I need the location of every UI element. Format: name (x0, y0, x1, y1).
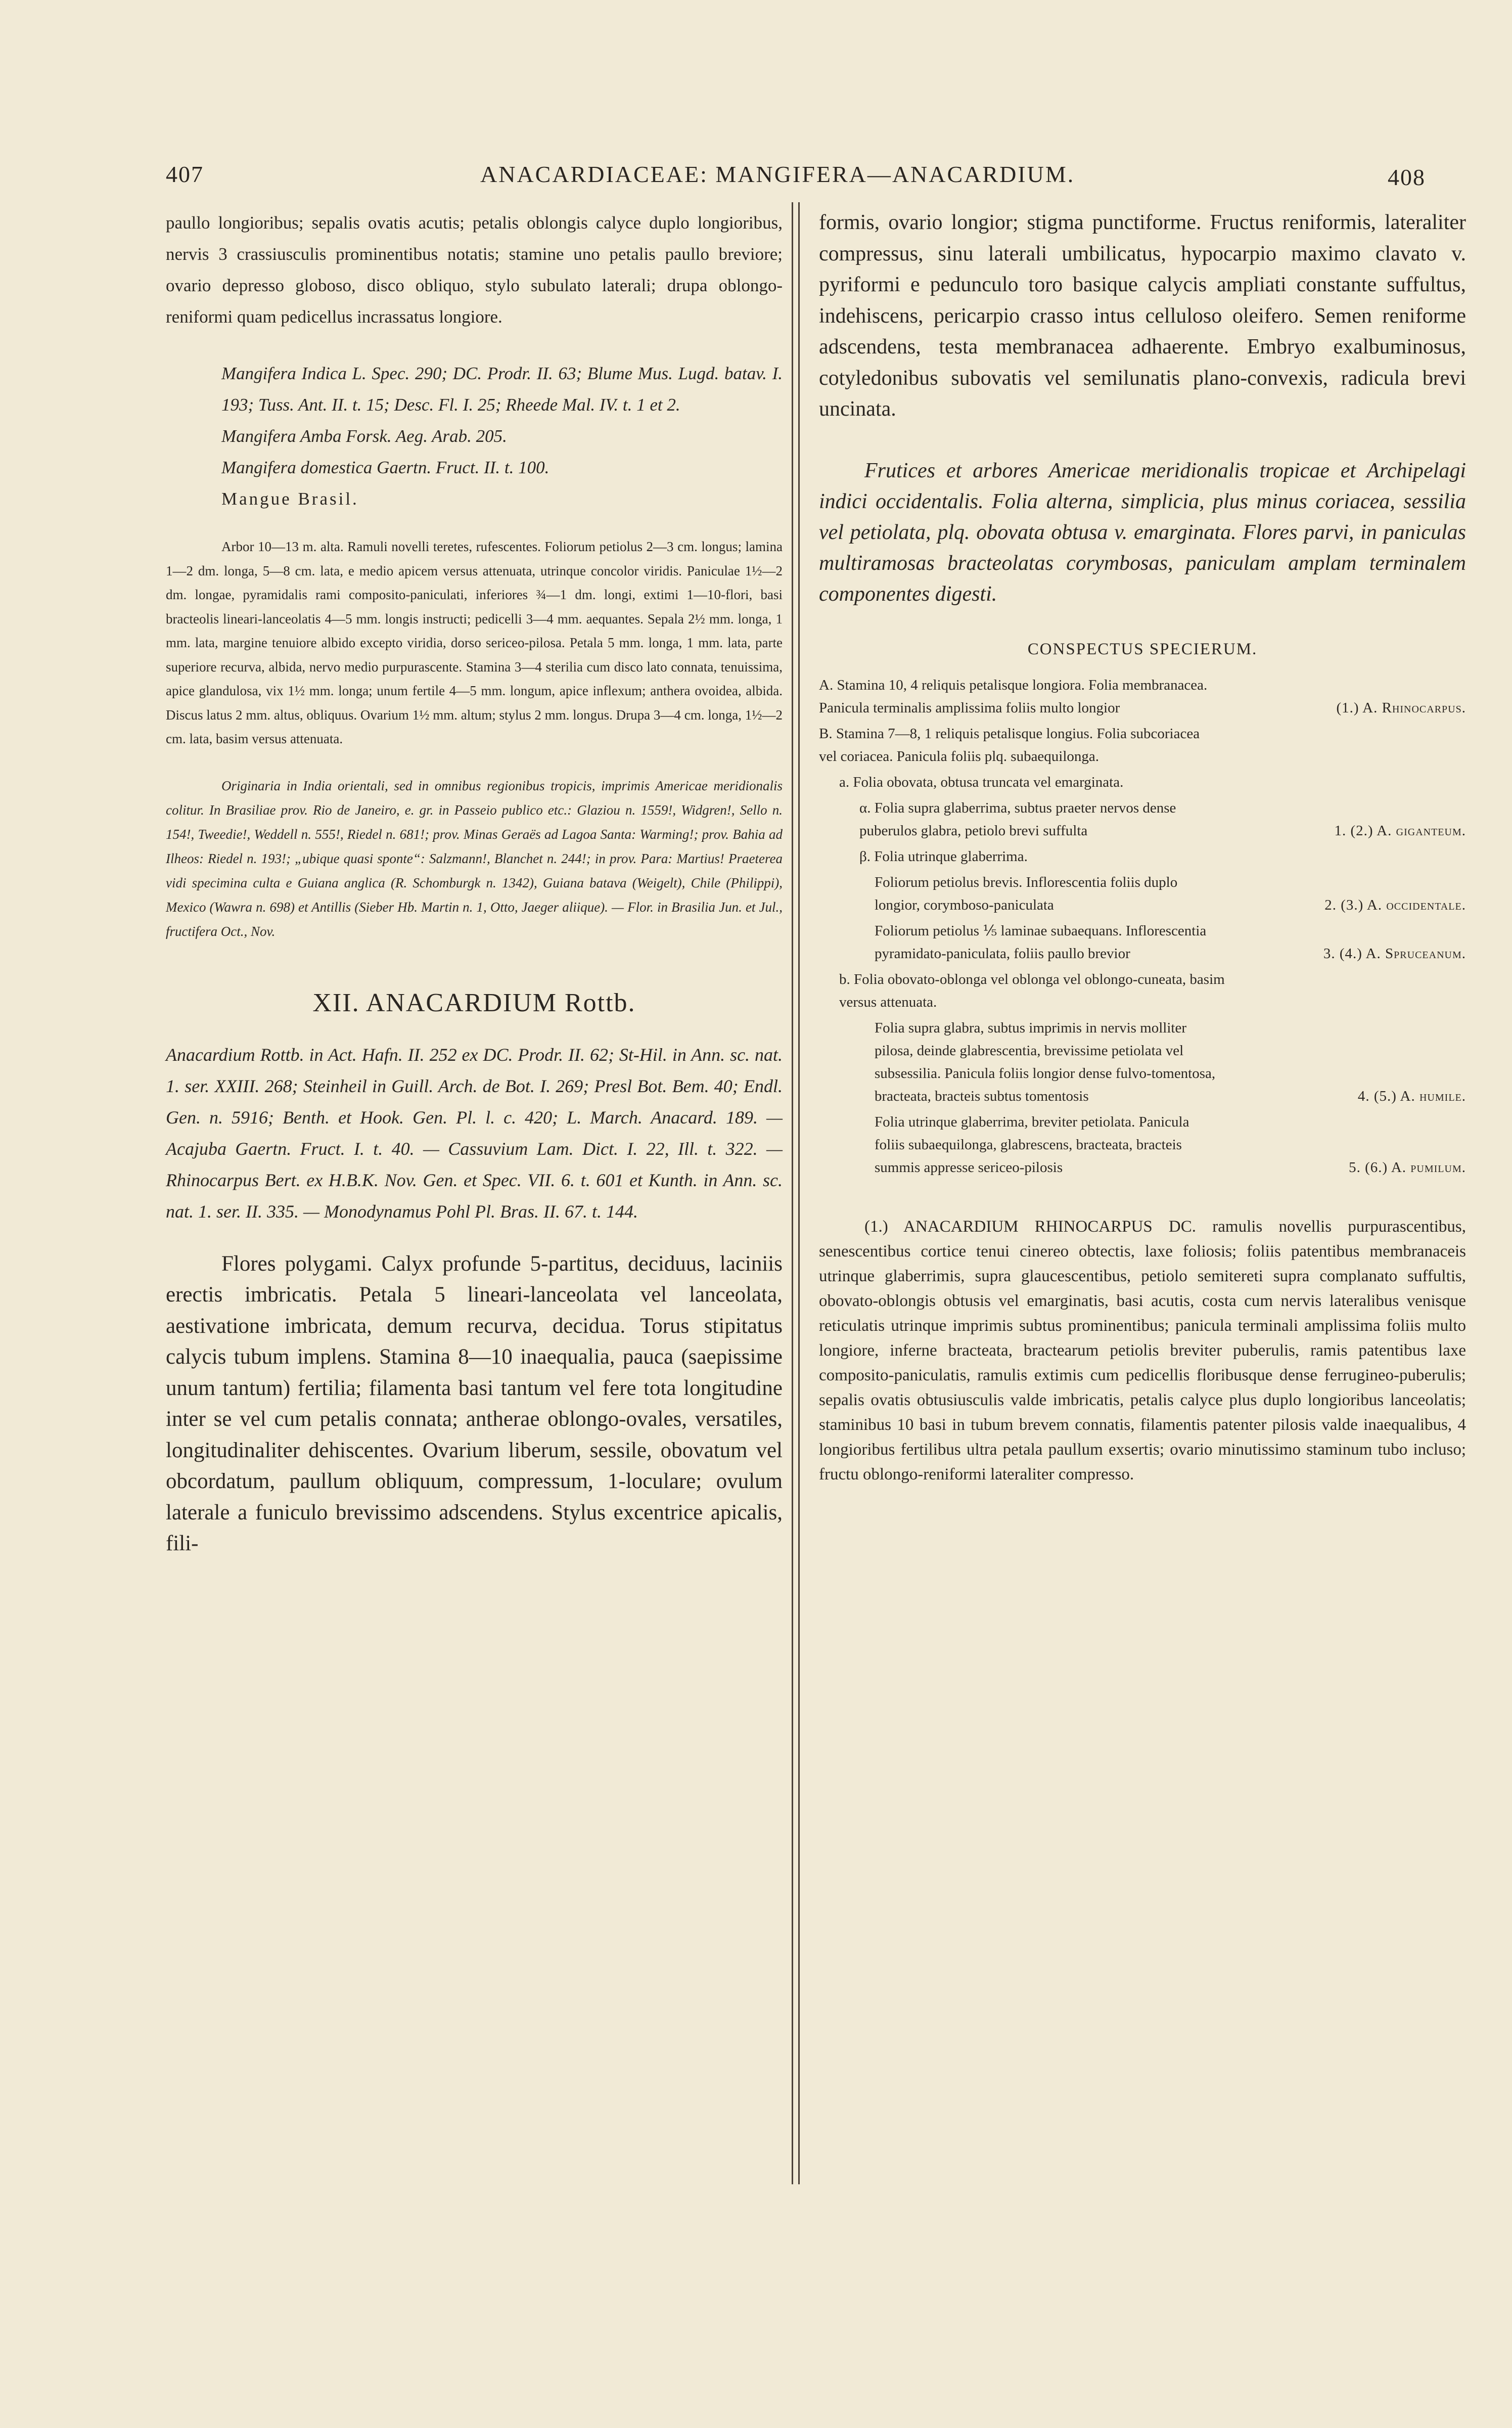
key-text: Foliorum petiolus brevis. Inflorescentia foliis duplo longior, corymboso-paniculata (875, 874, 1178, 913)
synonym-4: Mangue Brasil. (221, 489, 359, 509)
synonym-3: Mangifera domestica Gaertn. Fruct. II. t. 100. (221, 458, 549, 477)
synonym-1: Mangifera Indica L. Spec. 290; DC. Prodr. II. 63; Blume Mus. Lugd. batav. I. 193; Tuss. Ant. II. t. 15; Desc. Fl. I. 25; Rheede Mal. IV. t. 1 et 2. (221, 364, 783, 415)
column-divider (792, 202, 800, 2184)
genus-description: Flores polygami. Calyx profunde 5-partitus, deciduus, laciniis erectis imbricatis. Petala 5 lineari-lanceolata vel lanceolata, aestivatione imbricata, demum recurva, decidua. Torus stipitatus calycis tubum implens. Stamina 8—10 inaequalia, pauca (saepissime unum tantum) fertilia; filamenta basi tantum vel fere tota longitudine inter se vel cum petalis connata; antherae oblongo-ovales, versatiles, longitudinaliter dehiscentes. Ovarium liberum, sessile, obovatum vel obcordatum, paullum obliquum, compressum, 1-loculare; ovulum laterale a funiculo brevissimo adscendens. Stylus excentrice apicalis, fili- (166, 1251, 783, 1555)
genus-synonymy: Anacardium Rottb. in Act. Hafn. II. 252 ex DC. Prodr. II. 62; St-Hil. in Ann. sc. nat. 1. ser. XXIII. 268; Steinheil in Guill. Arch. de Bot. I. 269; Presl Bot. Bem. 40; Endl. Gen. n. 5916; Benth. et Hook. Gen. Pl. l. c. 420; L. March. Anacard. 189. — Acajuba Gaertn. Fruct. I. t. 40. — Cassuvium Lam. Dict. I. 22, Ill. t. 322. — Rhinocarpus Bert. ex H.B.K. Nov. Gen. et Spec. VII. 6. t. 601 et Kunth. in Ann. sc. nat. 1. ser. II. 335. — Monodynamus Pohl Pl. Bras. II. 67. t. 144. (166, 1044, 783, 1222)
key-entry-alpha (819, 797, 1466, 842)
key-text: Folia utrinque glaberrima, breviter petiolata. Panicula foliis subaequilonga, glabrescens, bracteata, bracteis summis appresse sericeo-pilosis (875, 1113, 1189, 1176)
genus-heading: XII. ANACARDIUM Rottb. (312, 988, 636, 1017)
key-entry-a (819, 674, 1466, 720)
genus-description-continued: formis, ovario longior; stigma punctiforme. Fructus reniformis, lateraliter compressus, sinu laterali umbilicatus, hypocarpio maximo clavato v. pyriformi e pedunculo toro basique calycis ampliati constante suffultus, indehiscens, pericarpio crasso intus celluloso oleifero. Semen reniforme adscendens, testa membranacea adhaerente. Embryo exalbuminosus, cotyledonibus subovatis vel semilunatis plano-convexis, radicula brevi uncinata. (819, 211, 1466, 421)
key-taxon: (1.) A. Rhinocarpus. (1336, 699, 1466, 716)
conspectus-title: CONSPECTUS SPECIERUM. (1027, 640, 1258, 658)
key-entry-spruceanum (819, 920, 1466, 965)
species-key (819, 674, 1466, 1179)
key-taxon: 2. (3.) A. occidentale. (1324, 896, 1466, 913)
species-rhinocarpus: (1.) ANACARDIUM RHINOCARPUS DC. ramulis novellis purpurascentibus, senescentibus cortice tenui cinereo obtectis, laxe foliosis; foliis patentibus membranaceis utrinque glaberrimis, supra glaucescentibus, petiolo semitereti supra complanato suffultis, obovato-oblongis obtusis vel emarginatis, basi acutis, costa cum nervis lateralibus venisque reticulatis utrinque imprimis subtus prominentibus; panicula terminali amplissima foliis multo longiore, inferne bracteata, bractearum petiolis breviter puberulis, ramis patentibus laxe composito-paniculatis, ramulis extimis cum pedicellis floribusque dense ferrugineo-puberulis; sepalis ovatis obtusiusculis valde imbricatis, petalis calyce plus duplo longioribus lanceolatis; staminibus 10 basi in tubum brevem connatis, filamentis patenter pilosis valde inaequalibus, 4 longioribus fertilibus ultra petala paullum exsertis; ovario minutissimo staminum tubo incluso; fructu oblongo-reniformi lateraliter compresso. (819, 1217, 1466, 1483)
key-entry-beta: β. Folia utrinque glaberrima. (859, 848, 1028, 865)
key-entry-occidentale (819, 871, 1466, 917)
mangifera-description-end: paullo longioribus; sepalis ovatis acutis; petalis oblongis calyce duplo longioribus, nervis 3 crassiusculis prominentibus notatis; stamine uno petalis paullo breviore; ovario depresso globoso, disco obliquo, stylo subulato laterali; drupa oblongo-reniformi quam pedicellus incrassatus longiore. (166, 213, 783, 327)
distribution-notes: Originaria in India orientali, sed in omnibus regionibus tropicis, imprimis Americae meridionalis colitur. In Brasiliae prov. Rio de Janeiro, e. gr. in Passeio publico etc.: Glaziou n. 1559!, Widgren!, Sello n. 154!, Tweedie!, Weddell n. 555!, Riedel n. 681!; prov. Minas Geraës ad Lagoa Santa: Warming!; prov. Bahia ad Ilheos: Riedel n. 193!; „ubique quasi sponte“: Salzmann!, Blanchet n. 244!; in prov. Para: Martius! Praeterea vidi specimina culta e Guiana anglica (R. Schomburgk n. 1342), Guiana batava (Weigelt), Chile (Philippi), Mexico (Wawra n. 698) et Antillis (Sieber Hb. Martin n. 1, Otto, Jaeger aliique). — Flor. in Brasilia Jun. et Jul., fructifera Oct., Nov. (166, 778, 783, 939)
key-taxon: 3. (4.) A. Spruceanum. (1323, 945, 1466, 962)
running-title: ANACARDIACEAE: MANGIFERA—ANACARDIUM. (480, 161, 1075, 187)
key-taxon: 4. (5.) A. humile. (1357, 1088, 1466, 1104)
key-entry-b-b: b. Folia obovato-oblonga vel oblonga vel oblongo-cuneata, basim versus attenuata. (839, 971, 1225, 1010)
detailed-description: Arbor 10—13 m. alta. Ramuli novelli teretes, rufescentes. Foliorum petiolus 2—3 cm. longus; lamina 1—2 dm. longa, 5—8 cm. lata, e medio apicem versus attenuata, utrinque concolor viridis. Paniculae 1½—2 dm. longae, pyramidalis rami composito-paniculati, inferiores ¾—1 dm. longi, extimi 1—10-flori, basi bracteolis lineari-lanceolatis 4—5 mm. longis instructi; pedicelli 3—4 mm. aequantes. Sepala 2½ mm. longa, 1 mm. lata, margine tenuiore albido excepto viridia, dorso sericeo-pilosa. Petala 5 mm. longa, 1 mm. lata, parte superiore recurva, albida, nervo medio purpurascente. Stamina 3—4 sterilia cum disco lato connata, tenuissima, apice glandulosa, vix 1½ mm. longa; unum fertile 4—5 mm. longum, apice inflexum; anthera ovoidea, albida. Discus latus 2 mm. altus, obliquus. Ovarium 1½ mm. altum; stylus 2 mm. longus. Drupa 3—4 cm. longa, 1½—2 cm. lata, basim versus attenuata. (166, 539, 783, 746)
key-text: A. Stamina 10, 4 reliquis petalisque longiora. Folia membranacea. Panicula terminalis amplissima foliis multo longior (819, 677, 1208, 716)
synonym-2: Mangifera Amba Forsk. Aeg. Arab. 205. (221, 426, 507, 446)
page-number-right: 408 (1388, 164, 1426, 190)
left-column (166, 207, 783, 1559)
key-entry-pumilum (819, 1111, 1466, 1179)
key-entry-b: B. Stamina 7—8, 1 reliquis petalisque longius. Folia subcoriacea vel coriacea. Panicula foliis plq. subaequilonga. (819, 725, 1200, 765)
key-entry-b-a: a. Folia obovata, obtusa truncata vel emarginata. (839, 774, 1124, 790)
key-taxon: 5. (6.) A. pumilum. (1349, 1159, 1466, 1176)
key-text: Folia supra glabra, subtus imprimis in nervis molliter pilosa, deinde glabrescentia, brevissime petiolata vel subsessilia. Panicula foliis longior dense fulvo-tomentosa, bracteata, bracteis subtus tomentosis (875, 1019, 1216, 1104)
key-text: α. Folia supra glaberrima, subtus praeter nervos dense puberulos glabra, petiolo brevi suffulta (859, 799, 1176, 839)
right-column (819, 207, 1466, 1487)
key-entry-humile (819, 1017, 1466, 1108)
synonymy-block (166, 358, 783, 515)
genus-habit: Frutices et arbores Americae meridionalis tropicae et Archipelagi indici occidentalis. Folia alterna, simplicia, plus minus coriacea, sessilia vel petiolata, plq. obovata obtusa v. emarginata. Flores parvi, in paniculas multiramosas bracteolatas corymbosas, paniculam amplam terminalem componentes digesti. (819, 459, 1466, 606)
page-number-left: 407 (166, 161, 204, 187)
key-text: Foliorum petiolus ⅕ laminae subaequans. Inflorescentia pyramidato-paniculata, foliis paullo brevior (875, 922, 1207, 962)
key-taxon: 1. (2.) A. giganteum. (1334, 822, 1466, 839)
